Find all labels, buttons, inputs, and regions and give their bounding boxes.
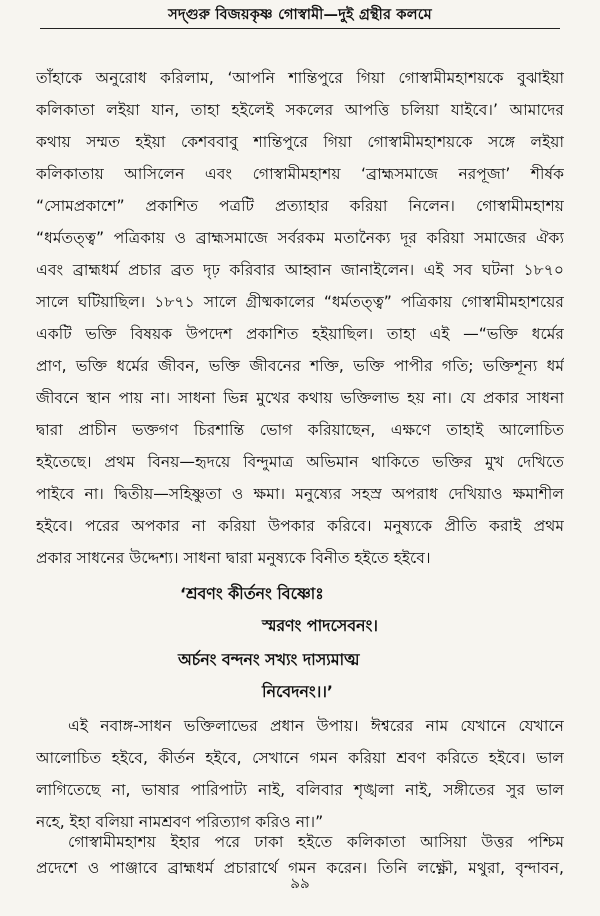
verse-line: অর্চনং বন্দনং সখ্যং দাস্যমাত্ম [178,650,360,669]
text-line: “সোমপ্রকাশে” প্রকাশিত পত্রটি প্রত্যাহার করিয়া নিলেন। গোস্বামীমহাশয় [36,197,564,215]
running-header: সদ্গুরু বিজয়কৃষ্ণ গোস্বামী—দুই গ্রন্থীর কলমে [168,7,432,23]
text-line: লাগিতেছে না, ভাষার পারিপাট্য নাই, বলিবার শৃঙ্খলা নাই, সঙ্গীতের সুর ভাল [36,781,564,799]
text-line: “ধর্মতত্ত্ব” পত্রিকায় ও ব্রাহ্মসমাজে সর্বরকম মতানৈক্য দূর করিয়া সমাজের ঐক্য [36,229,564,247]
text-line: কলিকাতায় আসিলেন এবং গোস্বামীমহাশয় ‘ব্রাহ্মসমাজে নরপূজা’ শীর্ষক [36,165,564,183]
text-line: দ্বারা প্রাচীন ভক্তগণ চিরশান্তি ভোগ করিয়াছেন, এক্ষণে তাহাই আলোচিত [36,421,564,439]
text-line: একটি ভক্তি বিষয়ক উপদেশ প্রকাশিত হইয়াছিল। তাহা এই —“ভক্তি ধর্মের [36,325,564,343]
text-line: প্রাণ, ভক্তি ধর্মের জীবন, ভক্তি জীবনের শক্তি, ভক্তি পাপীর গতি; ভক্তিশূন্য ধর্ম [36,357,564,375]
text-line: কলিকাতা লইয়া যান, তাহা হইলেই সকলের আপত্তি চলিয়া যাইবে।’ আমাদের [36,101,564,119]
text-line: নহে, ইহা বলিয়া নামশ্রবণ পরিত্যাগ করিও না।” [36,813,324,831]
text-line: কথায় সম্মত হইয়া কেশববাবু শান্তিপুরে গিয়া গোস্বামীমহাশয়কে সঙ্গে লইয়া [36,133,564,151]
text-line: আলোচিত হইবে, কীর্তন হইবে, সেখানে গমন করিয়া শ্রবণ করিতে হইবে। ভাল [36,749,564,767]
verse-line: স্মরণং পাদসেবনং। [262,616,378,635]
text-line: জীবনে স্থান পায় না। সাধনা ভিন্ন মুখের কথায় ভক্তিলাভ হয় না। যে প্রকার সাধনা [36,389,564,407]
verse-line: ‘শ্রবণং কীর্তনং বিষ্ণোঃ [180,584,324,603]
text-line: এই নবাঙ্গ-সাধন ভক্তিলাভের প্রধান উপায়। ঈশ্বরের নাম যেখানে যেখানে [68,717,564,735]
header-rule [40,28,560,29]
text-line: সালে ঘটিয়াছিল। ১৮৭১ সালে গ্রীষ্মকালের “ধর্মতত্ত্ব” পত্রিকায় গোস্বামীমহাশয়ের [36,293,564,311]
text-line: হইবে। পরের অপকার না করিয়া উপকার করিবে। মনুষ্যকে প্রীতি করাই প্রথম [36,517,564,535]
text-line: প্রদেশে ও পাঞ্জাবে ব্রাহ্মধর্ম প্রচারার্থে গমন করেন। তিনি লক্ষ্ণৌ, মথুরা, বৃন্দাবন, [36,859,564,877]
text-line: তাঁহাকে অনুরোধ করিলাম, ‘আপনি শান্তিপুরে গিয়া গোস্বামীমহাশয়কে বুঝাইয়া [36,69,564,87]
verse-line: নিবেদনং।।’ [262,682,333,701]
text-line: গোস্বামীমহাশয় ইহার পরে ঢাকা হইতে কলিকাতা আসিয়া উত্তর পশ্চিম [68,833,564,851]
page-number: ৯৯ [290,874,310,892]
text-line: হইতেছে। প্রথম বিনয়—হৃদয়ে বিন্দুমাত্র অভিমান থাকিতে ভক্তির মুখ দেখিতে [36,453,564,471]
text-line: পাইবে না। দ্বিতীয়—সহিষ্ণুতা ও ক্ষমা। মনুষ্যের সহস্র অপরাধ দেখিয়াও ক্ষমাশীল [36,485,564,503]
text-line: প্রকার সাধনের উদ্দেশ্য। সাধনা দ্বারা মনুষ্যকে বিনীত হইতে হইবে। [36,549,431,567]
text-line: এবং ব্রাহ্মধর্ম প্রচার ব্রত দৃঢ় করিবার আহ্বান জানাইলেন। এই সব ঘটনা ১৮৭০ [36,261,564,279]
